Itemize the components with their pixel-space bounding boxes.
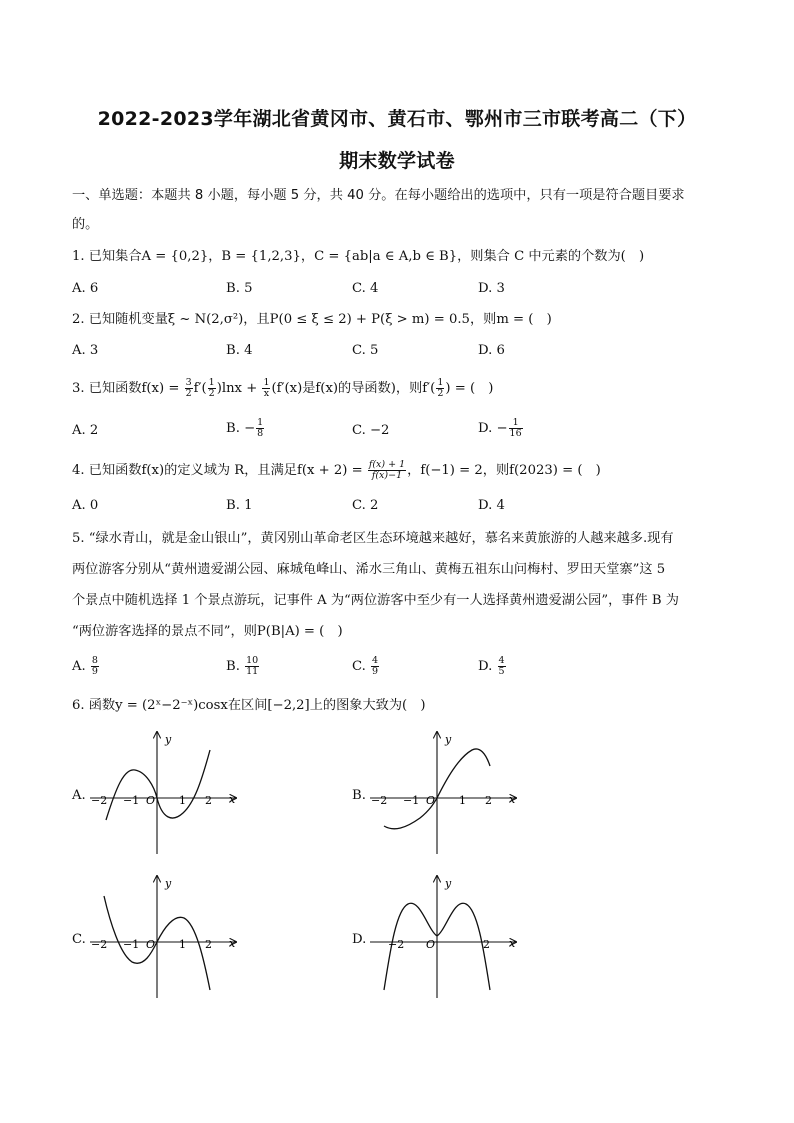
q6-option-c-label: C.	[72, 932, 86, 947]
q6-graph-d	[366, 872, 526, 1000]
q6-graph-b	[366, 728, 526, 856]
q3-option-b: B. − $\frac{1}{8}$	[226, 417, 264, 439]
tick-label: 2	[485, 794, 492, 807]
tick-label: −1	[403, 794, 420, 807]
tick-label: −2	[91, 794, 108, 807]
tick-label: −2	[371, 794, 388, 807]
question-5-line1: 5. “绿水青山，就是金山银山”，黄冈别山革命老区生态环境越来越好，慕名来黄旅游的人越来越多.现有	[72, 531, 674, 546]
q5-option-b: B. $\frac{10}{11}$	[226, 655, 259, 677]
x-label: x	[509, 793, 516, 806]
q3-option-c: C. −2	[352, 423, 390, 438]
y-label: y	[165, 733, 172, 746]
q2-option-d: D. 6	[478, 343, 505, 358]
q1-option-a: A. 6	[72, 281, 99, 296]
section-heading-line1: 一、单选题：本题共 8 小题，每小题 5 分，共 40 分。在每小题给出的选项中，只有一项是符合题目要求	[72, 188, 685, 203]
question-5-line2: 两位游客分别从“黄州遗爱湖公园、麻城龟峰山、浠水三角山、黄梅五祖东山问梅村、罗田天堂寨”这 5	[72, 562, 666, 577]
tick-label: 2	[205, 938, 212, 951]
q4-option-a: A. 0	[72, 498, 99, 513]
q4-option-c: C. 2	[352, 498, 379, 513]
q6-graph-a	[86, 728, 246, 856]
q6-option-b-label: B.	[352, 788, 366, 803]
exam-title-line2: 期末数学试卷	[339, 150, 455, 172]
origin-label: O	[426, 938, 436, 951]
tick-label: 1	[179, 794, 186, 807]
fraction: $\frac{1}{2}$	[437, 377, 444, 399]
question-6: 6. 函数y = (2ˣ−2⁻ˣ)cosx在区间[−2,2]上的图象大致为( )	[72, 698, 426, 713]
q5-option-a: A. $\frac{8}{9}$	[72, 655, 98, 677]
tick-label: −2	[388, 938, 405, 951]
tick-label: −1	[123, 794, 140, 807]
fraction: $\frac{1}{x}$	[263, 377, 270, 399]
y-label: y	[445, 877, 452, 890]
function-curve	[106, 750, 210, 820]
tick-label: 2	[483, 938, 490, 951]
question-1: 1. 已知集合A = {0,2}，B = {1,2,3}，C = {ab|a ∈ A,b ∈ B}，则集合 C 中元素的个数为( )	[72, 249, 645, 264]
tick-label: 2	[205, 794, 212, 807]
fraction: $\frac{f(x) + 1}{f(x)-1}$	[368, 459, 406, 481]
q1-option-d: D. 3	[478, 281, 505, 296]
q6-graph-c	[86, 872, 246, 1000]
q6-option-a-label: A.	[72, 788, 86, 803]
q5-option-c: C. $\frac{4}{9}$	[352, 655, 379, 677]
tick-label: −1	[123, 938, 140, 951]
q2-option-c: C. 5	[352, 343, 379, 358]
origin-label: O	[146, 794, 156, 807]
tick-label: −2	[91, 938, 108, 951]
y-label: y	[165, 877, 172, 890]
question-4: 4. 已知函数f(x)的定义域为 R，且满足f(x + 2) = $\frac{f(x) + 1}{f(x)-1}$ ，f(−1) = 2，则f(2023) = ( )	[72, 459, 601, 481]
q3-option-d: D. − $\frac{1}{16}$	[478, 417, 522, 439]
x-label: x	[229, 937, 236, 950]
q5-option-d: D. $\frac{4}{5}$	[478, 655, 505, 677]
question-3: 3. 已知函数f(x) = $\frac{3}{2}$ f′( $\frac{1}{2}$ )lnx + $\frac{1}{x}$ (f′(x)是f(x)的导函数)，则f′( $\frac{1}{2}$ ) = ( )	[72, 377, 494, 399]
q4-option-b: B. 1	[226, 498, 253, 513]
q1-option-c: C. 4	[352, 281, 379, 296]
tick-label: 1	[179, 938, 186, 951]
q1-option-b: B. 5	[226, 281, 253, 296]
fraction: $\frac{3}{2}$	[185, 377, 192, 399]
question-5-line4: “两位游客选择的景点不同”，则P(B|A) = ( )	[72, 624, 343, 639]
origin-label: O	[426, 794, 436, 807]
x-label: x	[229, 793, 236, 806]
q3-option-a: A. 2	[72, 423, 99, 438]
q2-option-b: B. 4	[226, 343, 253, 358]
q6-option-d-label: D.	[352, 932, 367, 947]
question-2: 2. 已知随机变量ξ ~ N(2,σ²)，且P(0 ≤ ξ ≤ 2) + P(ξ > m) = 0.5，则m = ( )	[72, 312, 552, 327]
x-label: x	[509, 937, 516, 950]
origin-label: O	[146, 938, 156, 951]
y-label: y	[445, 733, 452, 746]
tick-label: 1	[459, 794, 466, 807]
q4-option-d: D. 4	[478, 498, 505, 513]
q2-option-a: A. 3	[72, 343, 99, 358]
section-heading-line2: 的。	[72, 217, 99, 232]
exam-title-line1: 2022-2023学年湖北省黄冈市、黄石市、鄂州市三市联考高二（下）	[97, 108, 697, 130]
question-5-line3: 个景点中随机选择 1 个景点游玩，记事件 A 为“两位游客中至少有一人选择黄州遗爱湖公园”，事件 B 为	[72, 593, 679, 608]
fraction: $\frac{1}{2}$	[208, 377, 215, 399]
